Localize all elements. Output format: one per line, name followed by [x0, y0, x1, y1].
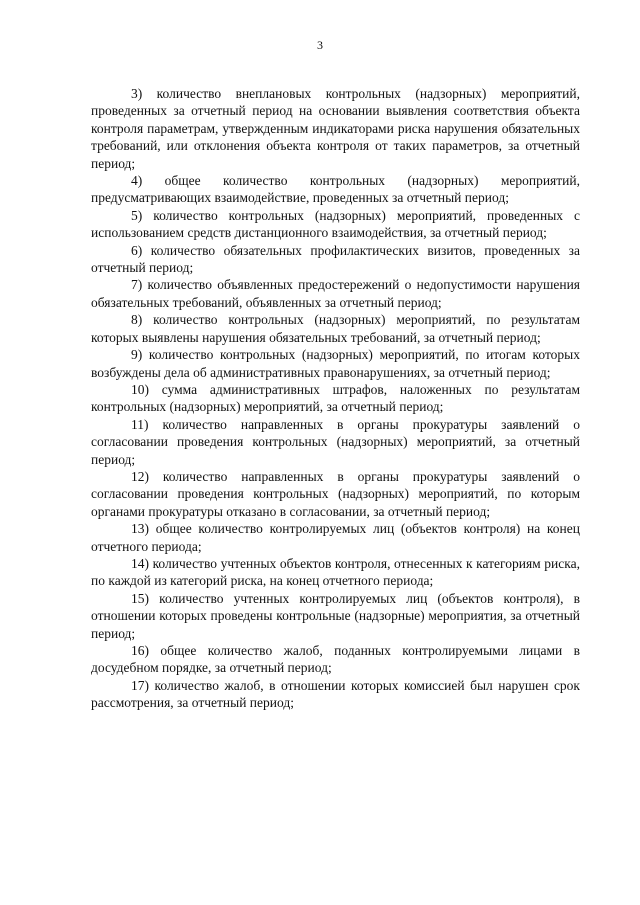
list-item-11: 11) количество направленных в органы прокуратуры заявлений о согласовании проведения контрольных (надзорных) мероприятий, за отчетный период;	[91, 416, 580, 467]
list-item-15: 15) количество учтенных контролируемых лиц (объектов контроля), в отношении которых проведены контрольные (надзорные) мероприятия, за отчетный период;	[91, 590, 580, 641]
list-item-12: 12) количество направленных в органы прокуратуры заявлений о согласовании проведения контрольных (надзорных) мероприятий, по которым органами прокуратуры отказано в согласовании, за отчетный период;	[91, 468, 580, 519]
page-number: 3	[317, 38, 323, 52]
list-item-5: 5) количество контрольных (надзорных) мероприятий, проведенных с использованием средств дистанционного взаимодействия, за отчетный период;	[91, 207, 580, 241]
list-item-3: 3) количество внеплановых контрольных (надзорных) мероприятий, проведенных за отчетный период на основании выявления соответствия объекта контроля параметрам, утвержденным индикаторами риска нарушения обязательных требований, или отклонения объекта контроля от таких параметров, за отчетный период;	[91, 86, 580, 171]
list-item-14: 14) количество учтенных объектов контроля, отнесенных к категориям риска, по каждой из категорий риска, на конец отчетного периода;	[91, 555, 580, 589]
list-item-7: 7) количество объявленных предостережений о недопустимости нарушения обязательных требований, объявленных за отчетный период;	[91, 277, 580, 310]
list-item-10: 10) сумма административных штрафов, наложенных по результатам контрольных (надзорных) мероприятий, за отчетный период;	[91, 381, 580, 415]
list-item-17: 17) количество жалоб, в отношении которых комиссией был нарушен срок рассмотрения, за отчетный период;	[91, 677, 580, 711]
list-item-4: 4) общее количество контрольных (надзорных) мероприятий, предусматривающих взаимодействие, проведенных за отчетный период;	[91, 173, 580, 206]
document-body	[91, 85, 580, 712]
list-item-8: 8) количество контрольных (надзорных) мероприятий, по результатам которых выявлены нарушения обязательных требований, за отчетный период;	[91, 312, 580, 345]
list-item-13: 13) общее количество контролируемых лиц (объектов контроля) на конец отчетного периода;	[91, 521, 580, 554]
list-item-16: 16) общее количество жалоб, поданных контролируемыми лицами в досудебном порядке, за отчетный период;	[91, 643, 580, 676]
list-item-9: 9) количество контрольных (надзорных) мероприятий, по итогам которых возбуждены дела об административных правонарушениях, за отчетный период;	[91, 347, 580, 380]
list-item-6: 6) количество обязательных профилактических визитов, проведенных за отчетный период;	[91, 242, 580, 276]
